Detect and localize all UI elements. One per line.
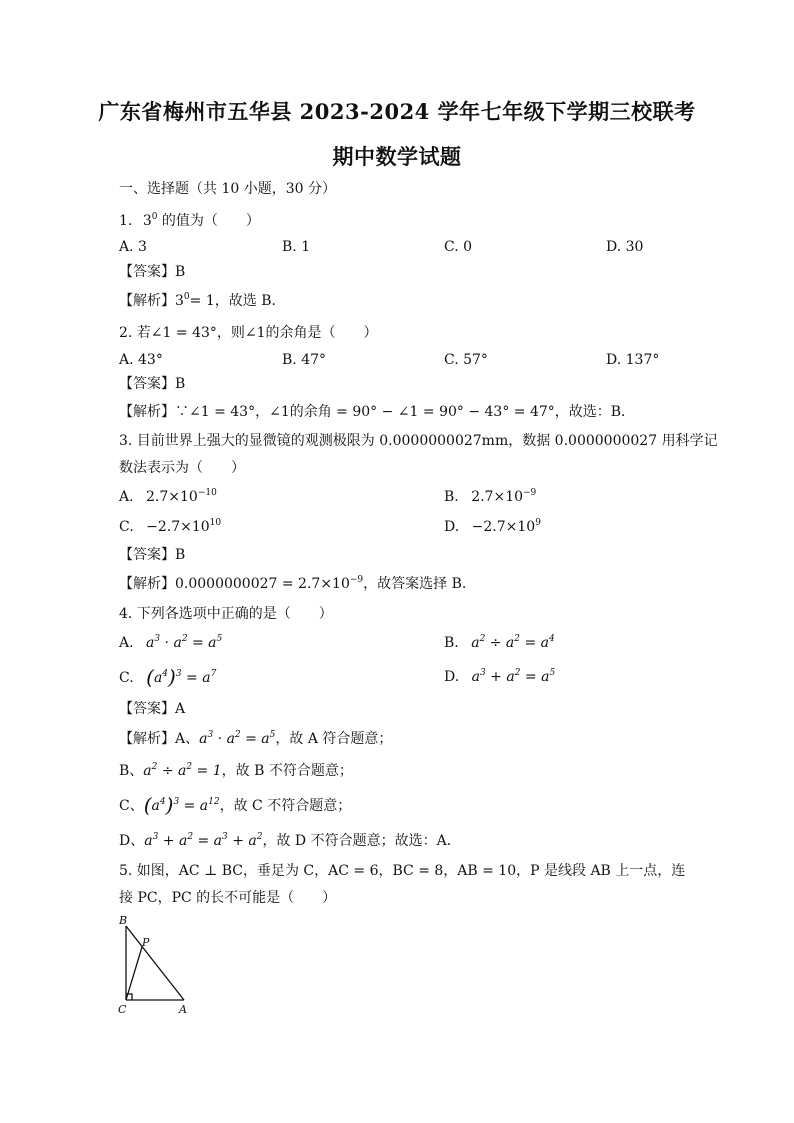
q1-analysis: 【解析】$3^0= 1$，故选 B． <box>119 292 286 309</box>
label-p: P <box>142 936 150 949</box>
q1-option-a: A. 3 <box>119 239 147 255</box>
exam-title-line2: 期中数学试题 <box>332 144 462 169</box>
q2-option-a: A. 43° <box>119 352 163 368</box>
q1-option-b: B. 1 <box>282 239 311 255</box>
q4-analysis-a: 【解析】A、$a^3 \cdot a^2 = a^5$，故 A 符合题意； <box>119 730 393 747</box>
q3-stem-line1: 3. 目前世界上强大的显微镜的观测极限为 0.0000000027mm，数据 0.0000000027 用科学记 <box>119 433 718 449</box>
q2-option-d: D. 137° <box>606 352 660 368</box>
segment-ba <box>126 926 184 1000</box>
q1-option-c: C. 0 <box>444 239 473 255</box>
triangle-figure <box>116 914 196 1018</box>
exam-title-line1: 广东省梅州市五华县 2023-2024 学年七年级下学期三校联考 <box>98 99 696 124</box>
q4-analysis-b: B、$a^2 \div a^2 = 1$，故 B 不符合题意； <box>119 762 353 779</box>
q4-option-b: B. $a^2 \div a^2 = a^4$ <box>444 634 555 651</box>
q5-stem-line2: 接 PC，PC 的长不可能是（ ） <box>119 890 337 906</box>
q4-option-c: C. $(a^4)^3 = a^7$ <box>119 665 217 689</box>
q2-stem: 2. 若∠1 = 43°，则∠1的余角是（ ） <box>119 325 378 341</box>
q2-analysis: 【解析】∵∠1 = 43°，∠1的余角 = 90° − ∠1 = 90° − 43° = 47°，故选：B． <box>119 404 636 420</box>
q3-analysis: 【解析】$0.0000000027 = 2.7\times 10^{-9}$，故答案选择 B. <box>119 575 467 592</box>
label-b: B <box>119 914 128 927</box>
label-a: A <box>179 1003 187 1016</box>
q1-answer: 【答案】B <box>119 264 186 280</box>
q4-analysis-c: C、$(a^4)^3 = a^{12}$，故 C 不符合题意； <box>119 793 352 817</box>
q3-option-a: A. $2.7\times 10^{-10}$ <box>119 488 217 505</box>
q1-option-d: D. 30 <box>606 239 644 255</box>
q4-analysis-d: D、$a^3 + a^2 = a^3 + a^2$，故 D 不符合题意；故选：A． <box>119 832 461 849</box>
q3-option-d: D. $-2.7\times 10^9$ <box>444 518 541 535</box>
q3-option-c: C. $-2.7\times 10^{10}$ <box>119 518 222 535</box>
label-c: C <box>118 1003 127 1016</box>
q4-option-d: D. $a^3 + a^2 = a^5$ <box>444 668 556 685</box>
q4-answer: 【答案】A <box>119 701 186 717</box>
q3-answer: 【答案】B <box>119 547 186 563</box>
segment-pc <box>126 947 142 1000</box>
q2-answer: 【答案】B <box>119 376 186 392</box>
q2-option-b: B. 47° <box>282 352 327 368</box>
q4-option-a: A. $a^3 \cdot a^2 = a^5$ <box>119 634 223 651</box>
q3-option-b: B. $2.7\times 10^{-9}$ <box>444 488 537 505</box>
q2-option-c: C. 57° <box>444 352 488 368</box>
q4-stem: 4. 下列各选项中正确的是（ ） <box>119 606 333 622</box>
q5-stem-line1: 5. 如图，AC ⊥ BC，垂足为 C，AC = 6，BC = 8，AB = 10，P 是线段 AB 上一点，连 <box>119 863 686 879</box>
section-heading: 一、选择题（共 10 小题，30 分） <box>119 181 336 197</box>
q1-stem: 1. $3^0$ 的值为（ ） <box>119 212 260 229</box>
q3-stem-line2: 数法表示为（ ） <box>119 460 245 476</box>
